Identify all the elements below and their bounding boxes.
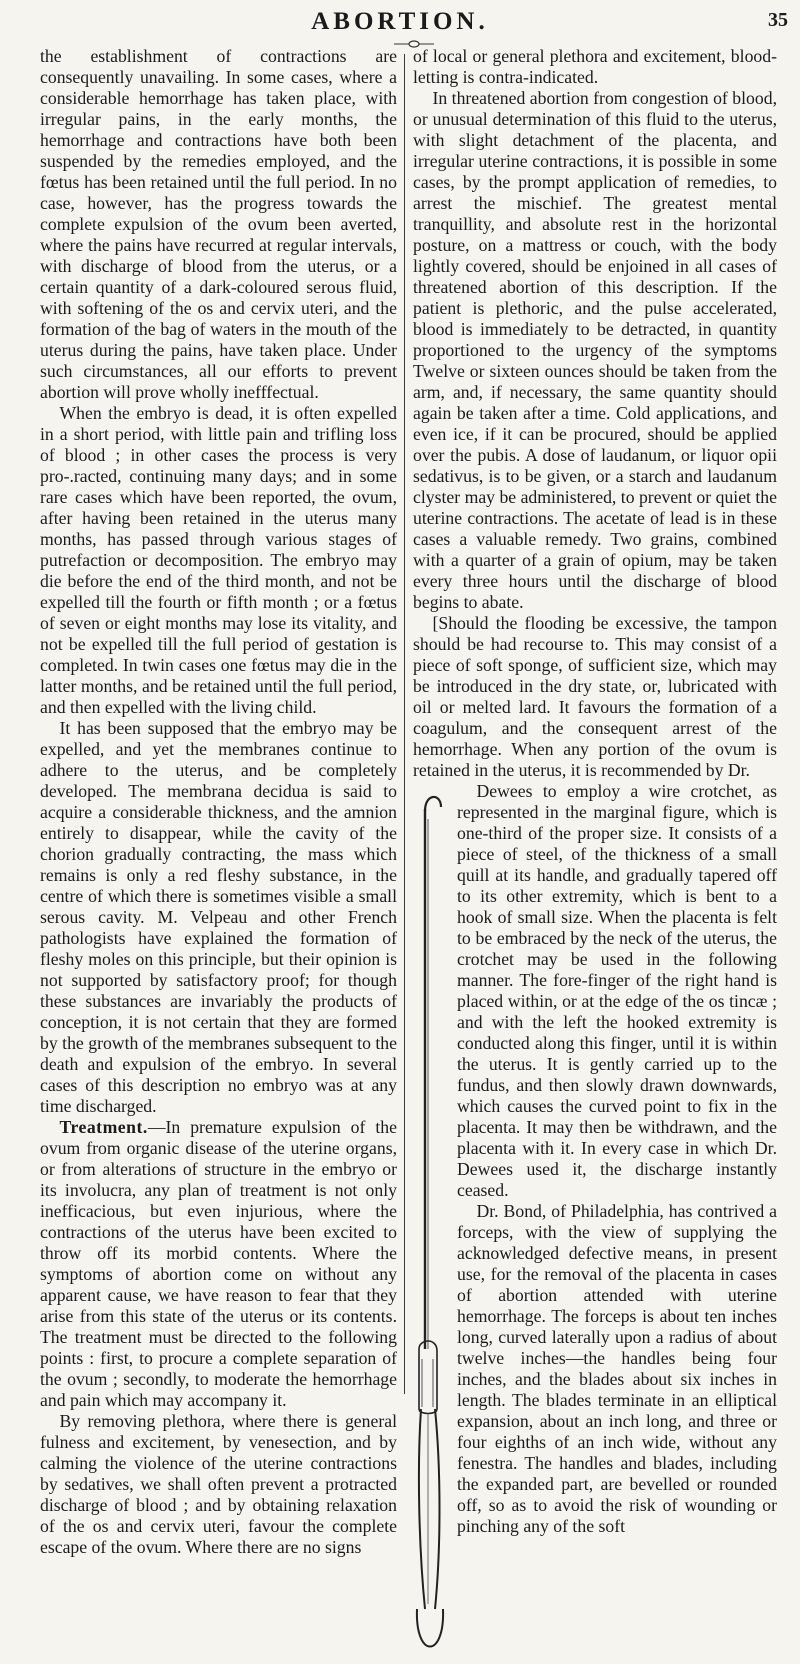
paragraph: Dr. Bond, of Philadelphia, has contrived a forceps, with the view of supplying the acknowledged defective means, in present use, for the removal of the placenta in cases of abortion attended with uterine hemorrhage. The forceps is about ten inches long, curved laterally upon a radius of about twelve inches—the handles being four inches, and the blades about six inches in length. The blades terminate in an elliptical expansion, about an inch long, and three or four eighths of an inch wide, without any fenestra. The handles and blades, including the expanded part, are bevelled or rounded off, so as to avoid the risk of wounding or pinching any of the soft <box>457 1201 777 1536</box>
crotchet-icon <box>411 789 451 1664</box>
paragraph: In threatened abortion from congestion of blood, or unusual determination of this fluid to the uterus, with slight detachment of the placenta, and irregular uterine contractions, it is possible in some cases, by the prompt application of remedies, to arrest the mischief. The greatest mental tranquillity, and absolute rest in the horizontal posture, on a mattress or couch, with the body lightly covered, should be enjoined in all cases of threatened abortion of this description. If the patient is plethoric, and the pulse accelerated, blood is immediately to be detracted, in quantity proportioned to the urgency of the symptoms Twelve or sixteen ounces should be taken from the arm, and, if necessary, the same quantity should again be taken after a time. Cold applications, and even ice, if it can be procured, should be applied over the pubis. A dose of laudanum, or liquor opii sedativus, is to be given, or a starch and laudanum clyster may be administered, to prevent or quiet the uterine contractions. The acetate of lead is in these cases a valuable remedy. Two grains, combined with a quarter of a grain of opium, may be taken every three hours until the discharge of blood begins to abate. <box>413 88 777 612</box>
figure-paragraph: Dewees to employ a wire crotchet, as represented in the marginal figure, which is one-third of the proper size. It consists of a piece of steel, of the thickness of a small quill at its handle, and gradually tapered off to its other extremity, which is bent to a hook of small size. When the placenta is felt to be embraced by the neck of the uterus, the crotchet may be used in the following manner. The fore-finger of the right hand is placed within, or at the edge of the os tincæ ; and with the left the hooked extremity is conducted along this finger, until it is within the uterus. It is gently carried up to the fundus, and then slowly drawn downwards, which causes the curved point to fix in the placenta. It may then be withdrawn, and the placenta with it. In every case in which Dr. Dewees used it, the discharge instantly ceased. <box>457 781 777 1200</box>
paragraph: It has been supposed that the embryo may be expelled, and yet the membranes continue to adhere to the uterus, and be completely developed. The membrana decidua is said to acquire a considerable thickness, and the amnion entirely to disappear, while the cavity of the chorion gradually contracting, the mass which remains is only a red fleshy substance, in the centre of which there is sometimes visible a small serous cavity. M. Velpeau and other French pathologists have explained the formation of fleshy moles on this principle, but their opinion is not supported by satisfactory proof; for though these substances are invariably the products of conception, it is not certain that they are formed by the growth of the membranes subsequent to the death and expulsion of the embryo. In several cases of this description no embryo was at any time discharged. <box>40 718 397 1116</box>
running-title: ABORTION. <box>311 8 489 35</box>
crotchet-and-forceps-figure <box>411 789 451 1664</box>
treatment-text: —In premature expulsion of the ovum from organic disease of the uterine organs, or from alterations of structure in the embryo or its involucra, any plan of treatment is not only inefficacious, but even injurious, where the contractions of the uterus have been excited to throw off its morbid contents. Where the symptoms of abortion come on without any apparent cause, we have reason to fear that they arise from this state of the uterus or its contents. The treatment must be directed to the following points : first, to procure a complete separation of the ovum ; secondly, to moderate the hemorrhage and pain which may accompany it. <box>40 1117 397 1410</box>
treatment-paragraph <box>40 1117 397 1411</box>
right-column <box>413 46 777 1664</box>
paragraph: the establishment of contractions are consequently unavailing. In some cases, where a considerable hemorrhage has taken place, with irregular pains, in the early months, the hemorrhage and contractions have both been suspended by the remedies employed, and the fœtus has been retained until the full period. In no case, however, has the progress towards the complete expulsion of the ovum been averted, where the pains have recurred at regular intervals, with discharge of blood from the uterus, or a certain quantity of a dark-coloured serous fluid, with softening of the os and cervix uteri, and the formation of the bag of waters in the mouth of the uterus during the pains, have taken place. Under such circumstances, all our efforts to prevent abortion will prove wholly inefffectual. <box>40 46 397 402</box>
page-number: 35 <box>768 9 788 31</box>
paragraph: of local or general plethora and excitement, blood-letting is contra-indicated. <box>413 46 777 87</box>
left-column <box>40 46 397 1558</box>
page-header <box>0 0 800 35</box>
paragraph: When the embryo is dead, it is often expelled in a short period, with little pain and trifling loss of blood ; in other cases the process is very pro-.racted, continuing many days; and in some rare cases which have been reported, the ovum, after having been retained in the uterus many months, has passed through various stages of putrefaction or decomposition. The embryo may die before the end of the third month, and not be expelled till the fourth or fifth month ; or a fœtus of seven or eight months may lose its vitality, and not be expelled till the full period of gestation is completed. In twin cases one fœtus may die in the latter months, and be retained until the full period, and then expelled with the living child. <box>40 403 397 717</box>
paragraph: By removing plethora, where there is general fulness and excitement, by venesection, and by calming the violence of the uterine contractions by sedatives, we shall often prevent a protracted discharge of blood ; and by obtaining relaxation of the os and cervix uteri, favour the complete escape of the ovum. Where there are no signs <box>40 1411 397 1557</box>
section-heading: Treatment. <box>59 1117 148 1137</box>
paragraph: [Should the flooding be excessive, the tampon should be had recourse to. This may consist of a piece of soft sponge, of sufficient size, which may be introduced in the dry state, or, lubricated with oil or melted lard. It favours the formation of a coagulum, and the consequent arrest of the hemorrhage. When any portion of the ovum is retained in the uterus, it is recommended by Dr. <box>413 613 777 780</box>
column-divider <box>404 54 405 1394</box>
